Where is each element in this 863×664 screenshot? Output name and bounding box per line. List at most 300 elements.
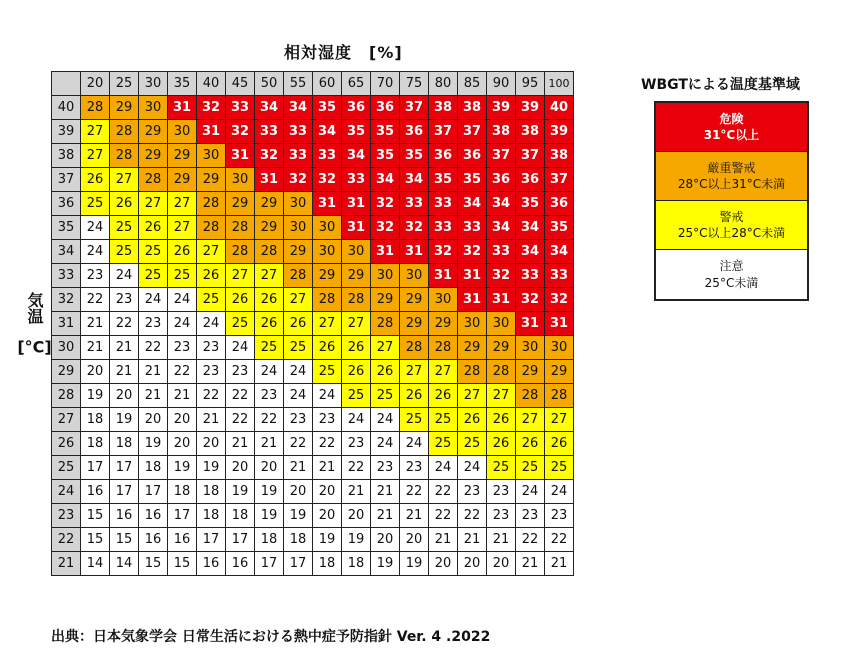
table-row [52, 216, 574, 240]
wbgt-cell: 23 [516, 504, 545, 528]
wbgt-cell: 31 [168, 96, 197, 120]
wbgt-cell: 19 [168, 456, 197, 480]
wbgt-cell: 30 [458, 312, 487, 336]
wbgt-cell: 16 [139, 504, 168, 528]
wbgt-cell: 20 [226, 456, 255, 480]
wbgt-cell: 18 [81, 432, 110, 456]
wbgt-cell: 20 [371, 528, 400, 552]
wbgt-cell: 19 [197, 456, 226, 480]
wbgt-cell: 31 [516, 312, 545, 336]
wbgt-cell: 18 [197, 504, 226, 528]
wbgt-cell: 32 [226, 120, 255, 144]
wbgt-cell: 37 [516, 144, 545, 168]
wbgt-cell: 22 [458, 504, 487, 528]
wbgt-cell: 30 [516, 336, 545, 360]
wbgt-cell: 36 [487, 168, 516, 192]
temperature-tick-label: 32 [52, 288, 81, 312]
legend-danger-range: 31°C以上 [703, 128, 760, 142]
wbgt-cell: 16 [139, 528, 168, 552]
wbgt-cell: 25 [371, 384, 400, 408]
wbgt-cell: 34 [545, 240, 574, 264]
wbgt-cell: 28 [197, 192, 226, 216]
wbgt-cell: 34 [516, 216, 545, 240]
wbgt-cell: 26 [313, 336, 342, 360]
wbgt-cell: 27 [226, 264, 255, 288]
wbgt-cell: 26 [400, 384, 429, 408]
wbgt-cell: 35 [429, 168, 458, 192]
wbgt-cell: 33 [516, 264, 545, 288]
wbgt-cell: 29 [400, 312, 429, 336]
temperature-tick-label: 39 [52, 120, 81, 144]
wbgt-cell: 29 [139, 144, 168, 168]
wbgt-cell: 35 [371, 144, 400, 168]
wbgt-cell: 31 [342, 216, 371, 240]
wbgt-cell: 27 [429, 360, 458, 384]
humidity-tick-label: 25 [110, 72, 139, 96]
wbgt-cell: 36 [458, 144, 487, 168]
wbgt-cell: 26 [168, 240, 197, 264]
wbgt-cell: 39 [545, 120, 574, 144]
wbgt-cell: 26 [226, 288, 255, 312]
temperature-tick-label: 21 [52, 552, 81, 576]
wbgt-cell: 25 [284, 336, 313, 360]
wbgt-cell: 20 [168, 432, 197, 456]
wbgt-cell: 27 [197, 240, 226, 264]
legend-item-severe [656, 152, 807, 201]
legend-caution-range: 25°C未満 [704, 275, 759, 290]
wbgt-cell: 27 [284, 288, 313, 312]
temperature-tick-label: 25 [52, 456, 81, 480]
wbgt-cell: 34 [284, 96, 313, 120]
wbgt-cell: 26 [458, 408, 487, 432]
wbgt-cell: 26 [342, 336, 371, 360]
wbgt-cell: 32 [545, 288, 574, 312]
wbgt-cell: 35 [458, 168, 487, 192]
table-row [52, 552, 574, 576]
wbgt-cell: 25 [81, 192, 110, 216]
wbgt-cell: 25 [226, 312, 255, 336]
wbgt-cell: 31 [487, 288, 516, 312]
wbgt-cell: 19 [342, 528, 371, 552]
wbgt-cell: 31 [313, 192, 342, 216]
wbgt-cell: 19 [255, 480, 284, 504]
wbgt-cell: 18 [168, 480, 197, 504]
humidity-tick-label: 45 [226, 72, 255, 96]
wbgt-cell: 30 [197, 144, 226, 168]
wbgt-cell: 25 [400, 408, 429, 432]
wbgt-cell: 30 [313, 216, 342, 240]
wbgt-cell: 33 [284, 144, 313, 168]
wbgt-cell: 28 [110, 144, 139, 168]
wbgt-cell: 35 [400, 144, 429, 168]
temperature-tick-label: 35 [52, 216, 81, 240]
wbgt-cell: 20 [313, 504, 342, 528]
legend-item-warning [656, 201, 807, 250]
wbgt-cell: 17 [226, 528, 255, 552]
wbgt-cell: 33 [284, 120, 313, 144]
wbgt-cell: 20 [458, 552, 487, 576]
wbgt-cell: 25 [429, 408, 458, 432]
wbgt-cell: 19 [313, 528, 342, 552]
wbgt-cell: 24 [371, 432, 400, 456]
table-row [52, 240, 574, 264]
wbgt-cell: 29 [429, 312, 458, 336]
wbgt-cell: 29 [139, 120, 168, 144]
wbgt-cell: 18 [139, 456, 168, 480]
wbgt-cell: 17 [197, 528, 226, 552]
wbgt-cell: 22 [342, 456, 371, 480]
temperature-tick-label: 30 [52, 336, 81, 360]
wbgt-cell: 23 [284, 408, 313, 432]
wbgt-cell: 26 [81, 168, 110, 192]
wbgt-cell: 30 [371, 264, 400, 288]
wbgt-cell: 34 [458, 192, 487, 216]
wbgt-cell: 25 [342, 384, 371, 408]
wbgt-cell: 31 [545, 312, 574, 336]
legend [654, 101, 809, 301]
humidity-tick-label: 55 [284, 72, 313, 96]
wbgt-cell: 23 [487, 480, 516, 504]
wbgt-cell: 26 [516, 432, 545, 456]
temperature-tick-label: 22 [52, 528, 81, 552]
wbgt-table [51, 71, 574, 576]
humidity-header-row [52, 72, 574, 96]
wbgt-cell: 24 [168, 288, 197, 312]
wbgt-cell: 24 [110, 264, 139, 288]
wbgt-cell: 36 [429, 144, 458, 168]
wbgt-cell: 25 [110, 216, 139, 240]
legend-severe-name: 厳重警戒 [707, 160, 756, 175]
wbgt-cell: 21 [139, 360, 168, 384]
wbgt-cell: 31 [400, 240, 429, 264]
wbgt-cell: 24 [516, 480, 545, 504]
legend-caution-name: 注意 [719, 259, 744, 274]
wbgt-cell: 30 [226, 168, 255, 192]
table-row [52, 432, 574, 456]
wbgt-cell: 30 [342, 240, 371, 264]
wbgt-cell: 35 [313, 96, 342, 120]
wbgt-cell: 32 [371, 216, 400, 240]
temperature-tick-label: 28 [52, 384, 81, 408]
wbgt-cell: 40 [545, 96, 574, 120]
wbgt-cell: 38 [545, 144, 574, 168]
wbgt-cell: 34 [487, 216, 516, 240]
wbgt-cell: 19 [226, 480, 255, 504]
wbgt-cell: 22 [255, 408, 284, 432]
wbgt-cell: 27 [342, 312, 371, 336]
table-row [52, 192, 574, 216]
wbgt-cell: 28 [516, 384, 545, 408]
humidity-tick-label: 100 [545, 72, 574, 96]
wbgt-cell: 29 [110, 96, 139, 120]
wbgt-cell: 16 [197, 552, 226, 576]
wbgt-cell: 37 [487, 144, 516, 168]
wbgt-cell: 24 [371, 408, 400, 432]
wbgt-cell: 19 [371, 552, 400, 576]
wbgt-cell: 20 [197, 432, 226, 456]
table-row [52, 456, 574, 480]
wbgt-cell: 29 [255, 192, 284, 216]
wbgt-cell: 21 [110, 336, 139, 360]
wbgt-cell: 29 [458, 336, 487, 360]
wbgt-cell: 30 [168, 120, 197, 144]
wbgt-cell: 24 [255, 360, 284, 384]
wbgt-cell: 36 [545, 192, 574, 216]
wbgt-cell: 28 [313, 288, 342, 312]
wbgt-cell: 20 [429, 552, 458, 576]
wbgt-cell: 29 [255, 216, 284, 240]
wbgt-cell: 36 [400, 120, 429, 144]
wbgt-cell: 23 [371, 456, 400, 480]
wbgt-cell: 23 [197, 360, 226, 384]
wbgt-cell: 25 [313, 360, 342, 384]
wbgt-cell: 39 [487, 96, 516, 120]
wbgt-cell: 28 [342, 288, 371, 312]
wbgt-cell: 32 [487, 264, 516, 288]
wbgt-cell: 20 [110, 384, 139, 408]
wbgt-cell: 32 [429, 240, 458, 264]
wbgt-cell: 17 [139, 480, 168, 504]
table-row [52, 408, 574, 432]
wbgt-cell: 33 [255, 120, 284, 144]
wbgt-cell: 30 [139, 96, 168, 120]
wbgt-cell: 21 [226, 432, 255, 456]
wbgt-cell: 34 [342, 144, 371, 168]
table-row [52, 168, 574, 192]
wbgt-cell: 35 [342, 120, 371, 144]
humidity-tick-label: 80 [429, 72, 458, 96]
wbgt-cell: 19 [400, 552, 429, 576]
wbgt-cell: 24 [139, 288, 168, 312]
wbgt-cell: 21 [81, 336, 110, 360]
wbgt-cell: 24 [284, 360, 313, 384]
wbgt-cell: 24 [400, 432, 429, 456]
wbgt-cell: 16 [226, 552, 255, 576]
wbgt-cell: 17 [255, 552, 284, 576]
wbgt-cell: 21 [487, 528, 516, 552]
wbgt-cell: 20 [400, 528, 429, 552]
wbgt-cell: 15 [110, 528, 139, 552]
wbgt-cell: 14 [81, 552, 110, 576]
wbgt-cell: 30 [487, 312, 516, 336]
wbgt-cell: 22 [226, 408, 255, 432]
humidity-tick-label: 20 [81, 72, 110, 96]
wbgt-cell: 17 [110, 480, 139, 504]
wbgt-cell: 24 [313, 384, 342, 408]
wbgt-cell: 21 [255, 432, 284, 456]
wbgt-cell: 26 [487, 408, 516, 432]
wbgt-cell: 18 [81, 408, 110, 432]
wbgt-cell: 21 [168, 384, 197, 408]
table-row [52, 528, 574, 552]
source-citation: 出典：日本気象学会 日常生活における熱中症予防指針 Ver. 4 .2022 [51, 629, 491, 645]
wbgt-cell: 29 [197, 168, 226, 192]
wbgt-cell: 29 [371, 288, 400, 312]
wbgt-cell: 15 [81, 528, 110, 552]
wbgt-cell: 33 [226, 96, 255, 120]
wbgt-cell: 28 [487, 360, 516, 384]
wbgt-cell: 21 [400, 504, 429, 528]
wbgt-cell: 22 [400, 480, 429, 504]
wbgt-cell: 29 [487, 336, 516, 360]
wbgt-cell: 32 [516, 288, 545, 312]
wbgt-cell: 38 [487, 120, 516, 144]
wbgt-cell: 16 [110, 504, 139, 528]
temperature-tick-label: 26 [52, 432, 81, 456]
wbgt-cell: 27 [458, 384, 487, 408]
wbgt-cell: 30 [284, 216, 313, 240]
wbgt-cell: 22 [168, 360, 197, 384]
wbgt-cell: 28 [458, 360, 487, 384]
wbgt-cell: 24 [197, 312, 226, 336]
temperature-tick-label: 29 [52, 360, 81, 384]
wbgt-cell: 18 [284, 528, 313, 552]
wbgt-cell: 33 [458, 216, 487, 240]
wbgt-cell: 29 [168, 168, 197, 192]
wbgt-cell: 27 [516, 408, 545, 432]
wbgt-cell: 33 [487, 240, 516, 264]
wbgt-cell: 27 [81, 144, 110, 168]
wbgt-cell: 25 [139, 240, 168, 264]
wbgt-cell: 23 [168, 336, 197, 360]
wbgt-cell: 22 [197, 384, 226, 408]
wbgt-cell: 27 [400, 360, 429, 384]
temperature-tick-label: 23 [52, 504, 81, 528]
humidity-tick-label: 90 [487, 72, 516, 96]
wbgt-cell: 23 [255, 384, 284, 408]
wbgt-cell: 20 [313, 480, 342, 504]
wbgt-cell: 24 [545, 480, 574, 504]
wbgt-cell: 18 [342, 552, 371, 576]
wbgt-cell: 32 [197, 96, 226, 120]
wbgt-cell: 24 [168, 312, 197, 336]
humidity-tick-label: 65 [342, 72, 371, 96]
wbgt-cell: 17 [168, 504, 197, 528]
humidity-tick-label: 75 [400, 72, 429, 96]
wbgt-cell: 21 [313, 456, 342, 480]
legend-title: WBGTによる温度基準域 [641, 77, 800, 93]
temperature-tick-label: 27 [52, 408, 81, 432]
wbgt-cell: 38 [458, 96, 487, 120]
wbgt-cell: 30 [545, 336, 574, 360]
legend-warning-name: 警戒 [719, 209, 744, 224]
wbgt-cell: 32 [284, 168, 313, 192]
wbgt-cell: 35 [371, 120, 400, 144]
wbgt-cell: 28 [545, 384, 574, 408]
wbgt-cell: 34 [255, 96, 284, 120]
wbgt-cell: 30 [284, 192, 313, 216]
wbgt-cell: 26 [545, 432, 574, 456]
table-row [52, 360, 574, 384]
wbgt-cell: 35 [545, 216, 574, 240]
wbgt-cell: 36 [371, 96, 400, 120]
humidity-tick-label: 50 [255, 72, 284, 96]
wbgt-cell: 23 [197, 336, 226, 360]
table-row [52, 336, 574, 360]
table-row [52, 264, 574, 288]
wbgt-cell: 21 [139, 384, 168, 408]
wbgt-cell: 22 [284, 432, 313, 456]
wbgt-cell: 25 [516, 456, 545, 480]
wbgt-cell: 26 [284, 312, 313, 336]
temperature-tick-label: 38 [52, 144, 81, 168]
wbgt-cell: 28 [81, 96, 110, 120]
wbgt-cell: 36 [516, 168, 545, 192]
wbgt-cell: 14 [110, 552, 139, 576]
wbgt-cell: 25 [487, 456, 516, 480]
wbgt-cell: 34 [400, 168, 429, 192]
wbgt-cell: 26 [255, 288, 284, 312]
wbgt-cell: 19 [139, 432, 168, 456]
wbgt-cell: 21 [81, 312, 110, 336]
wbgt-cell: 21 [545, 552, 574, 576]
wbgt-cell: 33 [313, 144, 342, 168]
wbgt-cell: 37 [545, 168, 574, 192]
wbgt-cell: 20 [342, 504, 371, 528]
wbgt-cell: 23 [313, 408, 342, 432]
humidity-axis-label: 相対湿度 [%] [284, 43, 403, 62]
temperature-tick-label: 34 [52, 240, 81, 264]
wbgt-cell: 20 [139, 408, 168, 432]
wbgt-cell: 31 [458, 264, 487, 288]
legend-item-danger [656, 103, 807, 152]
wbgt-cell: 33 [400, 192, 429, 216]
wbgt-cell: 31 [255, 168, 284, 192]
wbgt-cell: 25 [458, 432, 487, 456]
wbgt-cell: 15 [81, 504, 110, 528]
humidity-tick-label: 40 [197, 72, 226, 96]
wbgt-cell: 29 [545, 360, 574, 384]
wbgt-cell: 21 [110, 360, 139, 384]
wbgt-cell: 21 [371, 504, 400, 528]
wbgt-cell: 21 [342, 480, 371, 504]
temperature-tick-label: 31 [52, 312, 81, 336]
wbgt-cell: 26 [139, 216, 168, 240]
wbgt-cell: 25 [139, 264, 168, 288]
legend-severe-range: 28°C以上31°C未満 [677, 177, 786, 191]
wbgt-cell: 20 [487, 552, 516, 576]
wbgt-cell: 28 [371, 312, 400, 336]
wbgt-cell: 15 [139, 552, 168, 576]
wbgt-cell: 28 [110, 120, 139, 144]
wbgt-cell: 22 [313, 432, 342, 456]
wbgt-cell: 24 [81, 240, 110, 264]
wbgt-cell: 26 [197, 264, 226, 288]
wbgt-cell: 32 [371, 192, 400, 216]
wbgt-cell: 18 [255, 528, 284, 552]
wbgt-cell: 35 [516, 192, 545, 216]
wbgt-cell: 25 [255, 336, 284, 360]
wbgt-cell: 26 [487, 432, 516, 456]
humidity-tick-label: 35 [168, 72, 197, 96]
wbgt-cell: 16 [168, 528, 197, 552]
wbgt-cell: 32 [400, 216, 429, 240]
wbgt-cell: 26 [110, 192, 139, 216]
wbgt-cell: 27 [255, 264, 284, 288]
wbgt-cell: 38 [516, 120, 545, 144]
wbgt-cell: 36 [342, 96, 371, 120]
wbgt-cell: 29 [342, 264, 371, 288]
wbgt-cell: 20 [81, 360, 110, 384]
corner-cell [52, 72, 81, 96]
wbgt-cell: 21 [429, 528, 458, 552]
table-row [52, 504, 574, 528]
wbgt-cell: 23 [458, 480, 487, 504]
wbgt-cell: 26 [255, 312, 284, 336]
wbgt-cell: 34 [371, 168, 400, 192]
wbgt-cell: 19 [255, 504, 284, 528]
wbgt-cell: 22 [429, 480, 458, 504]
